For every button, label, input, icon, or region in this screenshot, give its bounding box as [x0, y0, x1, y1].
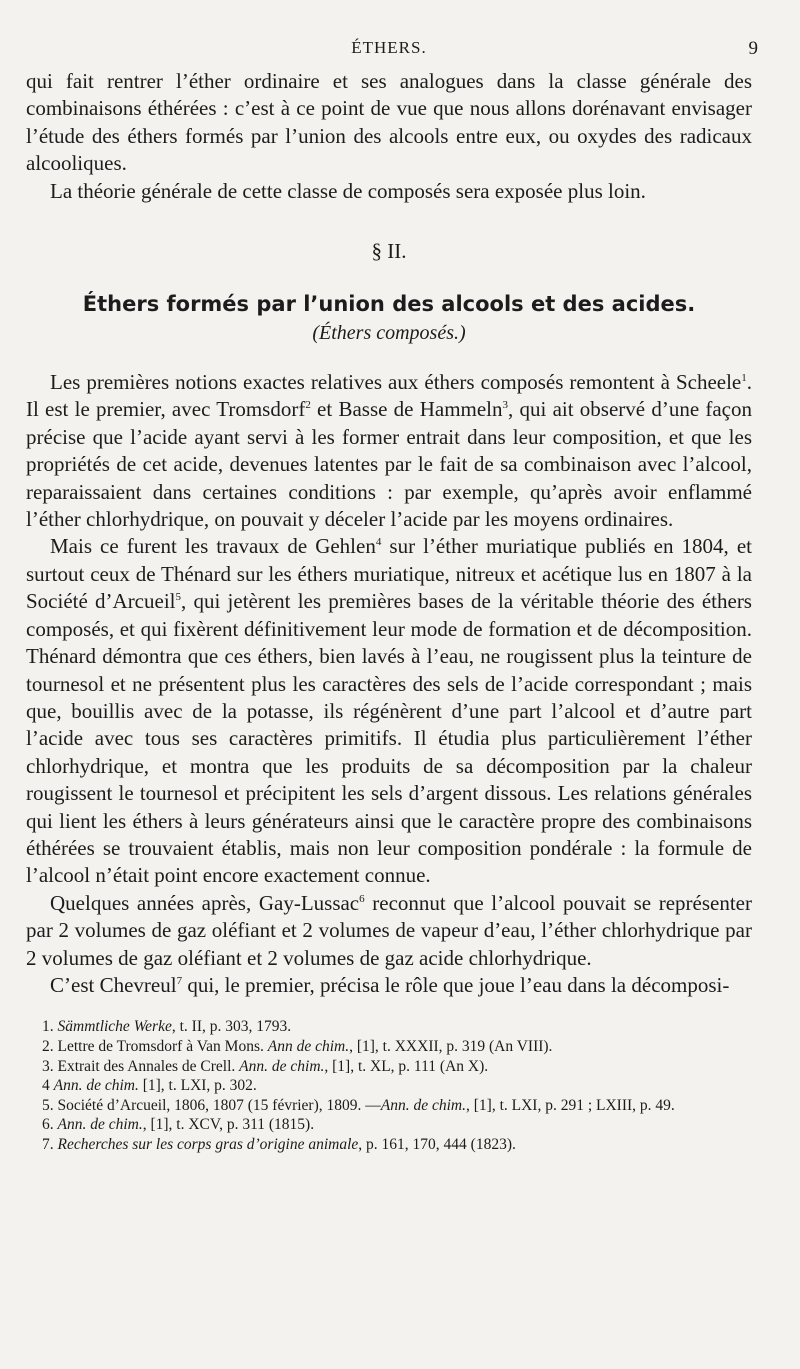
section-title: Éthers formés par l’union des alcools et des acides.: [82, 292, 696, 317]
footnote-number: 7.: [42, 1135, 58, 1153]
running-title: ÉTHERS.: [351, 38, 427, 57]
footnote-title: Ann. de chim.: [380, 1096, 466, 1114]
body-paragraph: [26, 369, 752, 533]
running-head: [26, 38, 758, 68]
paragraph-text: C’est Chevreul: [50, 972, 177, 997]
footnote-ref: 7: [176, 974, 183, 987]
footnote-ref: 6: [359, 892, 365, 905]
footnote: [26, 1037, 752, 1057]
paragraph-text: sur l’éther muriatique publiés en 1804, et surtout ceux de Thénard sur les éthers muriatique, nitreux et acétique lus en 1807 à la Société d’Arcueil: [26, 534, 753, 614]
footnote-text: , [1], t. XL, p. 111 (An X).: [324, 1057, 489, 1075]
footnote-number: 4: [42, 1077, 54, 1095]
section-subtitle: (Éthers composés.): [312, 322, 466, 345]
footnote-text: [1], t. LXI, p. 302.: [138, 1077, 257, 1095]
footnote-text: Extrait des Annales de Crell.: [57, 1057, 240, 1075]
footnote-number: 3.: [42, 1057, 58, 1075]
footnote-number: 6.: [42, 1116, 58, 1134]
footnote: [26, 1017, 752, 1037]
footnote-text: , [1], t. XXXII, p. 319 (An VIII).: [349, 1037, 553, 1055]
footnote-number: 5.: [42, 1096, 58, 1114]
body-paragraph: [26, 533, 752, 889]
intro-paragraph-2: La théorie générale de cette classe de composés sera exposée plus loin.: [50, 178, 646, 203]
paragraph-text: , qui ait observé d’une façon précise que l’acide ayant servi à les former entrait dans leur composition, et que les propriétés de cet acide, devenues latentes par le fait de sa combinaison avec l’alcool, reparaissaient dans certaines conditions : par exemple, qu’après avoir enflammé l’éther chlorhydrique, on pouvait y déceler l’acide par les moyens ordinaires.: [26, 397, 752, 532]
footnote-number: 2.: [42, 1037, 58, 1055]
footnote-text: , [1], t. LXI, p. 291 ; LXIII, p. 49.: [466, 1096, 675, 1114]
intro-paragraph-1: qui fait rentrer l’éther ordinaire et ses analogues dans la classe générale des combinaisons éthérées : c’est à ce point de vue que nous allons dorénavant envisager l’étude des éthers formés par l’union des alcools entre eux, ou oxydes des radicaux alcooliques.: [26, 69, 752, 176]
paragraph-text: Mais ce furent les travaux de Gehlen: [50, 534, 376, 559]
footnote: [26, 1096, 752, 1116]
paragraph-text: Quelques années après, Gay-Lussac: [50, 890, 360, 915]
footnote-ref: 3: [502, 399, 509, 412]
footnote-text: , [1], t. XCV, p. 311 (1815).: [142, 1116, 315, 1134]
footnote-title: Sämmtliche Werke: [57, 1018, 172, 1036]
page: [26, 38, 758, 1155]
paragraph-text: . Il est le premier, avec Tromsdorf: [26, 370, 752, 422]
paragraph-text: reconnut que l’alcool pouvait se représenter par 2 volumes de gaz oléfiant et 2 volumes de vapeur d’eau, l’éther chlorhydrique par 2 volumes de gaz oléfiant et 2 volumes de gaz acide chlorhydrique.: [26, 890, 752, 970]
footnote-ref: 4: [375, 536, 382, 549]
footnote-title: Ann. de chim.: [239, 1057, 325, 1075]
footnote-ref: 1: [741, 372, 747, 385]
footnote: [26, 1057, 752, 1077]
body-text: [26, 369, 752, 999]
paragraph-text: qui, le premier, précisa le rôle que joue l’eau dans la décomposi-: [182, 972, 730, 997]
footnote-ref: 5: [175, 591, 181, 604]
footnote-title: Ann de chim.: [267, 1037, 350, 1055]
body-paragraph: [26, 972, 752, 999]
footnote-title: Recherches sur les corps gras d’origine animale: [57, 1135, 359, 1153]
footnote-title: Ann. de chim.: [53, 1077, 139, 1095]
footnote-title: Ann. de chim.: [57, 1116, 143, 1134]
footnote: [26, 1076, 752, 1096]
footnote: [26, 1115, 752, 1135]
section-mark: § II.: [371, 239, 407, 264]
footnote-ref: 2: [305, 399, 311, 412]
footnote: [26, 1135, 752, 1155]
footnote-number: 1.: [42, 1018, 58, 1036]
page-number: 9: [748, 38, 758, 59]
footnote-text: , t. II, p. 303, 1793.: [171, 1018, 292, 1036]
paragraph-text: , qui jetèrent les premières bases de la véritable théorie des éthers composés, et qui fixèrent définitivement leur mode de formation et de décomposition. Thénard démontra que ces éthers, bien lavés à l’eau, ne rougissent plus la teinture de tournesol et ne présentent plus les caractères des sels de l’acide correspondant ; mais que, bouillis avec de la potasse, ils régénèrent d’une part l’alcool et d’autre part l’acide avec tous ses caractères primitifs. Il étudia plus particulièrement l’éther chlorhydrique, et montra que les produits de sa décomposition par la chaleur rougissent le tournesol et précipitent les sels d’argent dissous. Les relations générales qui lient les éthers à leurs générateurs ainsi que le caractère propre des combinaisons éthérées se trouvaient établis, mais non leur composition pondérale : la formule de l’alcool n’était point encore exactement connue.: [26, 589, 752, 888]
body-paragraph: [26, 890, 752, 972]
footnotes: [26, 1017, 752, 1154]
footnote-text: Lettre de Tromsdorf à Van Mons.: [57, 1037, 268, 1055]
footnote-text: , p. 161, 170, 444 (1823).: [358, 1135, 516, 1153]
paragraph-text: et Basse de Hammeln: [310, 397, 503, 422]
paragraph-text: Les premières notions exactes relatives aux éthers composés remontent à Scheele: [50, 370, 742, 395]
footnote-text: Société d’Arcueil, 1806, 1807 (15 février), 1809. —: [57, 1096, 381, 1114]
